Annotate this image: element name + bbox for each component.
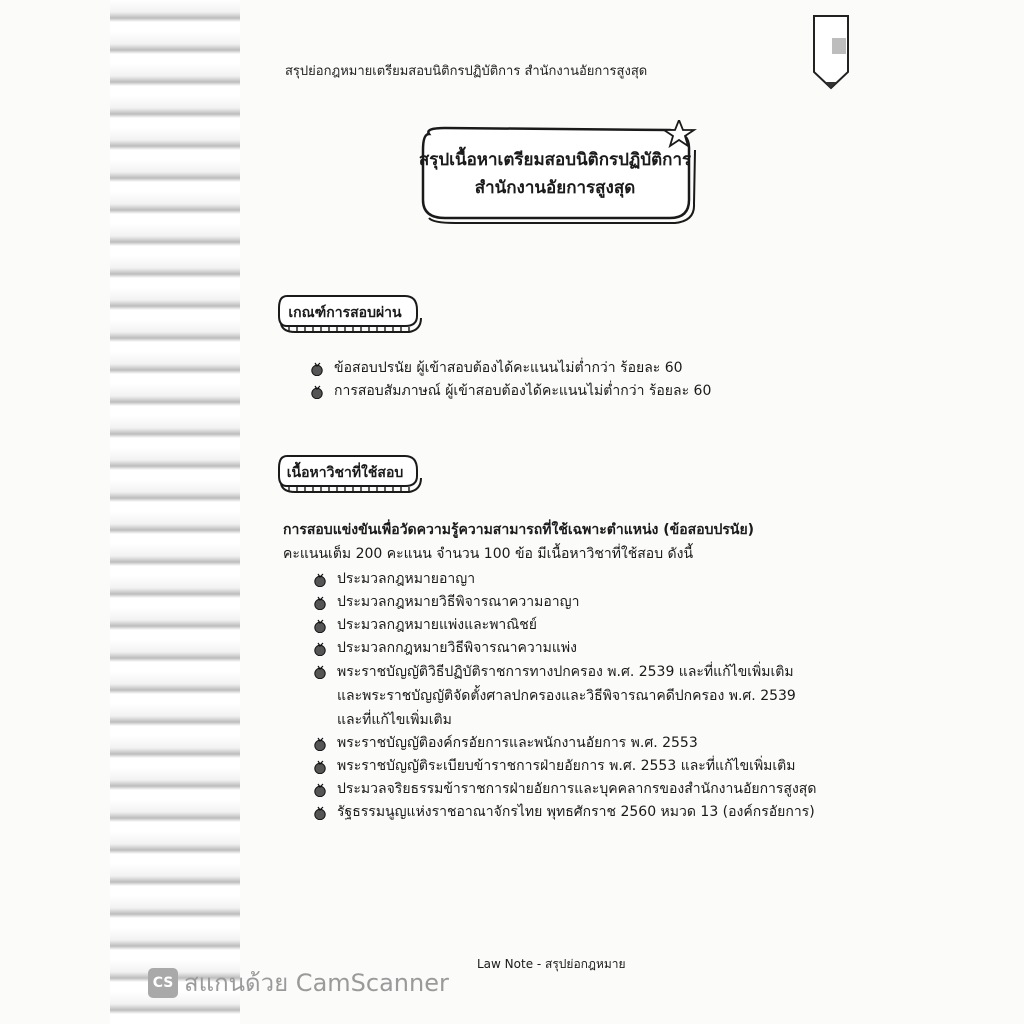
spiral-binding xyxy=(110,0,240,1024)
list-item: การสอบสัมภาษณ์ ผู้เข้าสอบต้องได้คะแนนไม่ต่ำกว่า ร้อยละ 60 xyxy=(310,380,711,403)
subjects-heading: เนื้อหาวิชาที่ใช้สอบ xyxy=(286,465,404,481)
title-line-1: สรุปเนื้อหาเตรียมสอบนิติกรปฏิบัติการ xyxy=(418,150,692,170)
subjects-intro xyxy=(283,518,754,566)
apple-bullet-icon xyxy=(313,783,327,797)
apple-bullet-icon xyxy=(313,573,327,587)
list-item: รัฐธรรมนูญแห่งราชอาณาจักรไทย พุทธศักราช 2560 หมวด 13 (องค์กรอัยการ) xyxy=(313,801,816,824)
list-item: พระราชบัญญัติระเบียบข้าราชการฝ่ายอัยการ พ.ศ. 2553 และที่แก้ไขเพิ่มเติม xyxy=(313,755,816,778)
list-item: พระราชบัญญัติองค์กรอัยการและพนักงานอัยการ พ.ศ. 2553 xyxy=(313,732,816,755)
list-item: พระราชบัญญัติวิธีปฏิบัติราชการทางปกครอง พ.ศ. 2539 และที่แก้ไขเพิ่มเติม และพระราชบัญญัติจัดตั้งศาลปกครองและวิธีพิจารณาคดีปกครอง พ.ศ. 2539 และที่แก้ไขเพิ่มเติม xyxy=(313,660,816,732)
apple-bullet-icon xyxy=(310,385,324,399)
apple-bullet-icon xyxy=(313,642,327,656)
list-item: ประมวลกฎหมายอาญา xyxy=(313,568,816,591)
bookmark-tab-icon xyxy=(812,14,850,90)
apple-bullet-icon xyxy=(313,596,327,610)
subjects-list xyxy=(313,568,816,824)
camscanner-logo-icon: CS xyxy=(148,968,178,998)
page-title xyxy=(415,146,695,202)
list-item: ข้อสอบปรนัย ผู้เข้าสอบต้องได้คะแนนไม่ต่ำกว่า ร้อยละ 60 xyxy=(310,357,711,380)
title-box xyxy=(415,120,695,220)
subjects-heading-tag xyxy=(275,452,425,496)
list-item: ประมวลจริยธรรมข้าราชการฝ่ายอัยการและบุคคลากรของสำนักงานอัยการสูงสุด xyxy=(313,778,816,801)
title-line-2: สำนักงานอัยการสูงสุด xyxy=(474,178,636,198)
list-item: ประมวลกกฎหมายวิธีพิจารณาความแพ่ง xyxy=(313,637,816,660)
apple-bullet-icon xyxy=(310,362,324,376)
watermark-text: สแกนด้วย CamScanner xyxy=(184,969,449,997)
list-item: ประมวลกฎหมายแพ่งและพาณิชย์ xyxy=(313,614,816,637)
apple-bullet-icon xyxy=(313,760,327,774)
criteria-list xyxy=(310,357,711,403)
running-header: สรุปย่อกฎหมายเตรียมสอบนิติกรปฏิบัติการ สำนักงานอัยการสูงสุด xyxy=(285,64,648,79)
intro-bold: การสอบแข่งขันเพื่อวัดความรู้ความสามารถที่ใช้เฉพาะตำแหน่ง (ข้อสอบปรนัย) xyxy=(283,522,755,538)
apple-bullet-icon xyxy=(313,737,327,751)
list-item: ประมวลกฎหมายวิธีพิจารณาความอาญา xyxy=(313,591,816,614)
apple-bullet-icon xyxy=(313,665,327,679)
page-footer: Law Note - สรุปย่อกฎหมาย xyxy=(477,957,626,971)
apple-bullet-icon xyxy=(313,619,327,633)
intro-text: คะแนนเต็ม 200 คะแนน จำนวน 100 ข้อ มีเนื้อหาวิชาที่ใช้สอบ ดังนี้ xyxy=(283,546,694,562)
criteria-heading: เกณฑ์การสอบผ่าน xyxy=(288,305,402,321)
criteria-heading-tag xyxy=(275,292,425,336)
camscanner-watermark xyxy=(148,963,449,1002)
apple-bullet-icon xyxy=(313,806,327,820)
